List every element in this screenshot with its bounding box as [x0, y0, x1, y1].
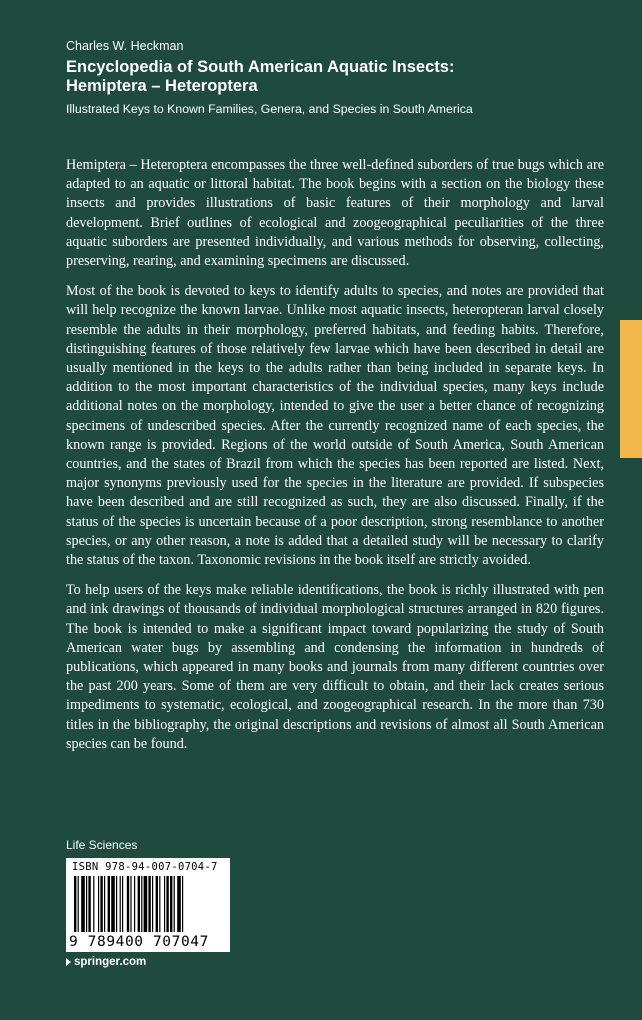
subject-category: Life Sciences — [66, 838, 138, 852]
spine-tab — [620, 320, 642, 458]
blurb-paragraph-1: Hemiptera – Heteroptera encompasses the three well-defined suborders of true bugs which are adapted to an aquatic or littoral habitat. The book begins with a section on the biology these insects and provides illustrations of basic features of their morphology and larval development. Brief outlines of ecological and zoogeographical peculiarities of the three aquatic suborders are presented individually, and various methods for observing, collecting, preserving, rearing, and examining specimens are discussed. — [66, 157, 604, 270]
blurb-paragraph-3: To help users of the keys make reliable identifications, the book is richly illustrated with pen and ink drawings of thousands of individual morphological structures arranged in 820 figures. The book is intended to make a significant impact toward popularizing the study of South American water bugs by assembling and condensing the information in hundreds of publications, which appeared in many books and journals from many different countries over the past 200 years. Some of them are very difficult to obtain, and their lack creates serious impediments to systematic, ecological, and zoogeographical research. In the more than 730 titles in the bibliography, the original descriptions and revisions of almost all South American species can be found. — [66, 582, 604, 752]
isbn-label: ISBN 978-94-007-0704-7 — [72, 861, 218, 873]
publisher-url: springer.com — [74, 956, 147, 968]
book-title-line-2: Hemiptera – Heteroptera — [66, 77, 258, 95]
publisher-link[interactable] — [66, 956, 146, 968]
blurb — [66, 156, 604, 765]
book-title-line-1: Encyclopedia of South American Aquatic Insects: — [66, 58, 455, 76]
barcode-digits: 9 789400 707047 — [69, 934, 209, 950]
author-name: Charles W. Heckman — [66, 39, 184, 53]
book-subtitle: Illustrated Keys to Known Families, Genera, and Species in South America — [66, 102, 473, 116]
cover-header — [66, 38, 606, 117]
barcode-icon — [70, 876, 226, 934]
blurb-paragraph-2: Most of the book is devoted to keys to identify adults to species, and notes are provided that will help recognize the known larvae. Unlike most aquatic insects, heteropteran larval closely resemble the adults in their morphology, preferred habitats, and feeding habits. Therefore, distinguishing features of those relatively few larvae which have been described in detail are usually mentioned in the keys to the adults rather than being included in separate keys. In addition to the most important characteristics of the individual species, many keys include additional notes on the morphology, intended to give the user a better chance of recognizing specimens of undescribed species. After the currently recognized name of each species, the known range is provided. Regions of the world outside of South America, South American countries, and the states of Brazil from which the species has been reported are listed. Next, major synonyms previously used for the species in the literature are provided. If subspecies have been described and are still recognized as such, they are also discussed. Finally, if the status of the species is uncertain because of a poor description, strong resemblance to another species, or any other reason, a note is added that a detailed study will be necessary to clarify the status of the taxon. Taxonomic revisions in the book itself are strictly avoided. — [66, 283, 604, 569]
arrow-right-icon — [66, 958, 71, 966]
barcode-panel — [66, 858, 230, 952]
